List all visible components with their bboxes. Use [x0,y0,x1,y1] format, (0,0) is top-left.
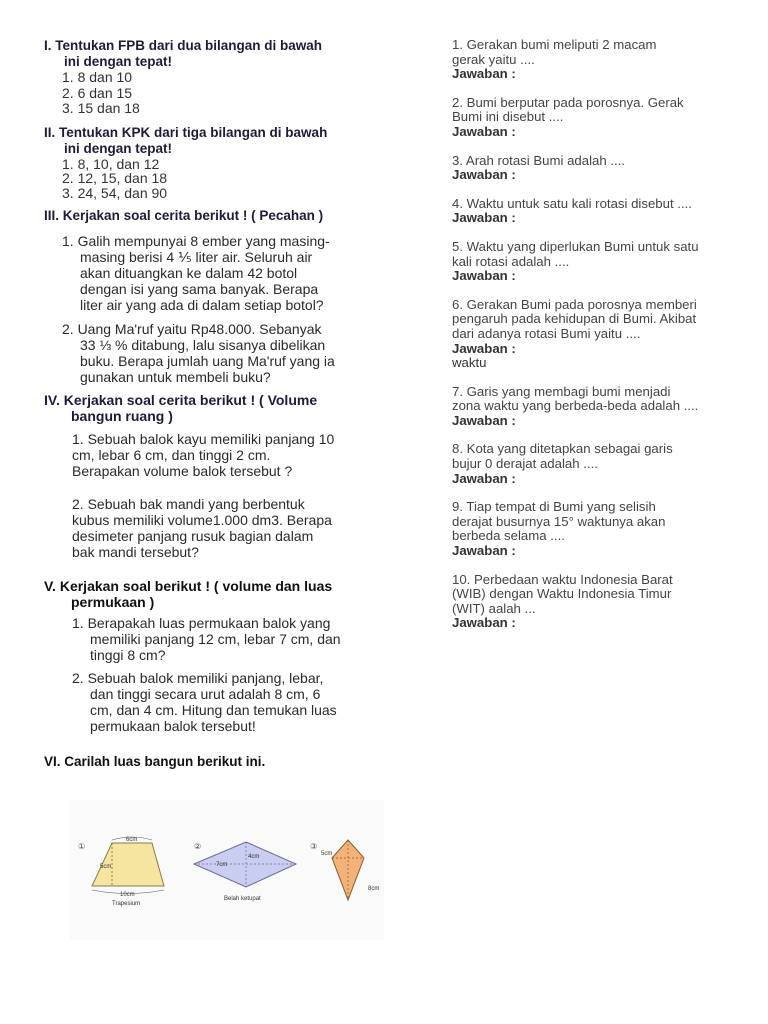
question-text: 8. Kota yang ditetapkan sebagai garis [452,441,673,457]
question-block [452,240,728,284]
question-text: (WIT) aalah ... [452,600,536,616]
list-item: 2. 6 dan 15 [62,84,133,101]
answer-label: Jawaban : [452,123,516,139]
section-4-title-cont: bangun ruang ) [71,408,173,424]
question-text: gerak yaitu .... [452,51,535,67]
answer-label: Jawaban : [452,210,516,226]
question-text: dari adanya rotasi Bumi yaitu .... [452,325,641,341]
section-4 [44,392,374,560]
section-3-question-2: 2. Uang Ma'ruf yaitu Rp48.000. Sebanyak 33 ⅓ % ditabung, lalu sisanya dibelikan buku. Berapa jumlah uang Ma'ruf yang ia gunakan untuk membeli buku? [62,321,335,385]
list-item: 1. 8, 10, dan 12 [62,155,160,172]
question-text: 9. Tiap tempat di Bumi yang selisih [452,499,656,515]
question-text: Bumi ini disebut .... [452,109,564,125]
section-1 [44,38,374,117]
list-item: 1. 8 dan 10 [62,69,133,85]
answer-label: Jawaban : [452,412,516,428]
kite-d2-label: 8cm [368,886,380,892]
figure-1-number: ① [78,842,86,851]
section-5 [44,578,374,734]
question-block [452,573,728,631]
section-4-question-2: 2. Sebuah bak mandi yang berbentuk kubus memiliki volume1.000 dm3. Berapa desimeter panjang rusuk bagian dalam bak mandi tersebut? [72,496,332,560]
list-item: 2. 12, 15, dan 18 [62,170,168,186]
answer-label: Jawaban : [452,470,516,486]
shapes-figure [70,800,384,940]
question-text: 2. Bumi berputar pada porosnya. Gerak [452,94,684,110]
question-text: bujur 0 derajat adalah .... [452,456,598,472]
rhombus-shape [194,842,296,887]
question-block [452,298,728,371]
answer-label: Jawaban : [452,66,516,82]
question-block [452,442,728,486]
section-1-title: I. Tentukan FPB dari dua bilangan di bawah [44,38,323,53]
section-6-title: VI. Carilah luas bangun berikut ini. [44,754,266,769]
trapezoid-bottom-label: 10cm [120,892,135,898]
section-3 [44,208,374,385]
section-2-title-cont: ini dengan tepat! [64,140,172,156]
section-4-title: IV. Kerjakan soal cerita berikut ! ( Volume [44,392,318,408]
rhombus-caption: Belah ketupat [224,896,261,902]
section-6 [44,754,374,770]
question-text: 4. Waktu untuk satu kali rotasi disebut .... [452,195,692,211]
question-text: 3. Arah rotasi Bumi adalah .... [452,152,625,168]
trapezoid-top-label: 6cm [126,837,138,843]
question-block [452,500,728,558]
answer-label: Jawaban : [452,615,516,631]
question-text: 7. Garis yang membagi bumi menjadi [452,383,671,399]
answer-label: Jawaban : [452,167,516,183]
question-block [452,385,728,429]
question-text: kali rotasi adalah .... [452,253,570,269]
answer-text: waktu [452,355,487,371]
section-5-question-2: 2. Sebuah balok memiliki panjang, lebar, dan tinggi secara urut adalah 8 cm, 6 cm, dan 4 cm. Hitung dan temukan luas permukaan balok tersebut! [72,670,337,734]
section-3-title: III. Kerjakan soal cerita berikut ! ( Pecahan ) [44,208,324,223]
section-4-question-1: 1. Sebuah balok kayu memiliki panjang 10 cm, lebar 6 cm, dan tinggi 2 cm. Berapakan volume balok tersebut ? [72,431,335,479]
section-5-title-cont: permukaan ) [71,594,155,610]
figure-2-number: ② [194,842,202,851]
list-item: 3. 24, 54, dan 90 [62,184,168,201]
question-text: pengaruh pada kehidupan di Bumi. Akibat [452,311,697,327]
section-3-question-1: 1. Galih mempunyai 8 ember yang masing- masing berisi 4 ⅕ liter air. Seluruh air akan dituangkan ke dalam 42 botol dengan isi yang sama banyak. Berapa liter air yang ada di dalam setiap botol? [62,233,330,313]
section-1-title-cont: ini dengan tepat! [64,54,172,69]
section-5-question-1: 1. Berapakah luas permukaan balok yang memiliki panjang 12 cm, lebar 7 cm, dan tinggi 8 cm? [72,615,341,663]
list-item: 3. 15 dan 18 [62,100,140,116]
answer-label: Jawaban : [452,543,516,559]
question-text: (WIB) dengan Waktu Indonesia Timur [452,586,672,602]
answer-label: Jawaban : [452,340,516,356]
figure-3-number: ③ [310,842,318,851]
question-text: zona waktu yang berbeda-beda adalah .... [452,398,699,414]
question-text: 1. Gerakan bumi meliputi 2 macam [452,37,657,52]
left-column [44,38,374,770]
question-block [452,38,728,82]
rhombus-d1-label: 4cm [248,854,260,860]
question-text: derajat busurnya 15° waktunya akan [452,513,666,529]
section-1-list [44,70,374,117]
kite-d1-label: 5cm [321,851,333,857]
trapezoid-side-label: 5cm [100,864,112,870]
answer-label: Jawaban : [452,268,516,284]
shapes-figure-svg [70,800,384,940]
question-text: 10. Perbedaan waktu Indonesia Barat [452,571,673,587]
question-text: 5. Waktu yang diperlukan Bumi untuk satu [452,238,699,254]
rhombus-d2-label: 7cm [216,862,228,868]
trapezoid-caption: Trapesium [112,901,141,907]
question-block [452,197,728,226]
section-2-list [44,157,374,201]
question-block [452,96,728,140]
section-5-title: V. Kerjakan soal berikut ! ( volume dan luas [44,578,333,594]
section-2 [44,125,374,201]
right-column [452,38,728,631]
question-block [452,154,728,183]
question-text: 6. Gerakan Bumi pada porosnya memberi [452,296,697,312]
question-text: berbeda selama .... [452,528,565,544]
section-2-title: II. Tentukan KPK dari tiga bilangan di bawah [44,124,328,140]
